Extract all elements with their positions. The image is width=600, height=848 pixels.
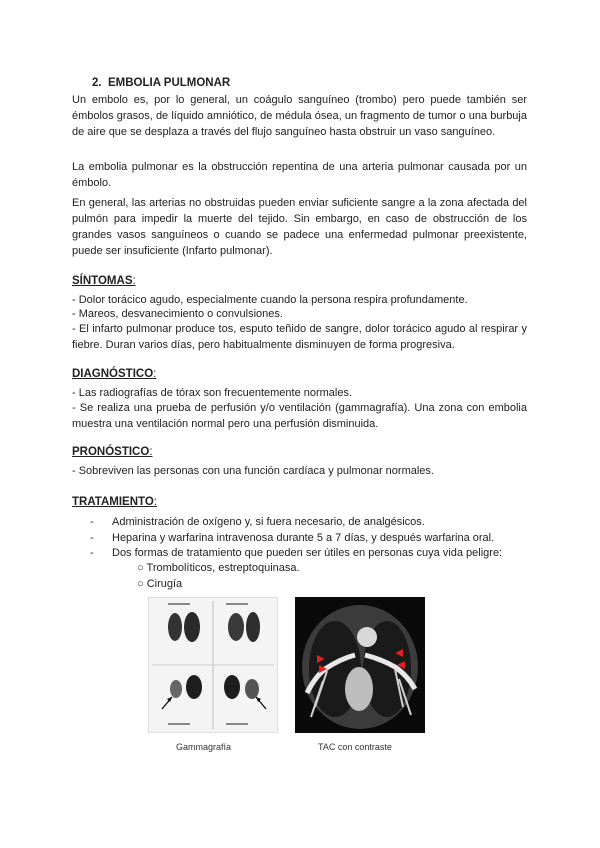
diagnostico-colon: : (153, 368, 157, 380)
tratamiento-subitem-1: ○ Trombolíticos, estreptoquinasa. (137, 562, 300, 574)
list-dash: - (90, 532, 94, 544)
sintomas-colon: : (132, 275, 136, 287)
intro-paragraph-1: Un embolo es, por lo general, un coágulo sanguíneo (trombo) pero puede también ser émbolos grasos, de líquido amniótico, de médula ósea, un fragmento de tumor o una burbuja de aire que se desplaza a través del flujo sanguíneo hasta obstruir un vaso sanguíneo. (72, 94, 527, 138)
sintomas-item-2: - Mareos, desvanecimiento o convulsiones. (72, 308, 283, 320)
tratamiento-item-1 (90, 514, 530, 530)
intro-paragraph-2: La embolia pulmonar es la obstrucción repentina de una arteria pulmonar causada por un émbolo. (72, 161, 527, 189)
intro-paragraph-3: En general, las arterias no obstruidas pueden enviar suficiente sangre a la zona afectada del pulmón para impedir la muerte del tejido. Sin embargo, en caso de obstrucción de los grandes vasos sanguíneos o cuando se padece una enfermedad pulmonar preexistente, puede ser insuficiente (Infarto pulmonar). (72, 197, 527, 257)
tratamiento-colon: : (153, 496, 157, 508)
diagnostico-heading (72, 368, 156, 380)
pronostico-item-1: - Sobreviven las personas con una función cardíaca y pulmonar normales. (72, 465, 434, 477)
diagnostico-item-2: - Se realiza una prueba de perfusión y/o ventilación (gammagrafía). Una zona con embolia muestra una ventilación normal pero una perfusión disminuida. (72, 402, 527, 430)
section-number: 2. (92, 77, 102, 89)
pronostico-title: PRONÓSTICO (72, 446, 150, 458)
section-heading (92, 77, 230, 89)
tac-image (295, 597, 425, 733)
tratamiento-item-2-text: Heparina y warfarina intravenosa durante 5 a 7 días, y después warfarina oral. (112, 532, 495, 544)
pronostico-colon: : (149, 446, 153, 458)
tratamiento-item-2 (90, 530, 530, 546)
tratamiento-item-1-text: Administración de oxígeno y, si fuera necesario, de analgésicos. (112, 516, 425, 528)
sintomas-item-1: - Dolor torácico agudo, especialmente cuando la persona respira profundamente. (72, 294, 468, 306)
sintomas-item-3: - El infarto pulmonar produce tos, esputo teñido de sangre, dolor torácico agudo al respirar y fiebre. Duran varios días, pero habitualmente disminuyen de forma progresiva. (72, 323, 527, 351)
list-dash: - (90, 516, 94, 528)
tac-caption: TAC con contraste (318, 742, 392, 752)
diagnostico-title: DIAGNÓSTICO (72, 368, 154, 380)
diagnostico-item-1: - Las radiografías de tórax son frecuentemente normales. (72, 387, 353, 399)
gammagrafia-caption: Gammagrafía (176, 742, 232, 752)
tratamiento-item-3 (90, 545, 530, 561)
list-dash: - (90, 547, 94, 559)
section-title: EMBOLIA PULMONAR (107, 77, 231, 89)
tratamiento-item-3-text: Dos formas de tratamiento que pueden ser útiles en personas cuya vida peligre: (112, 547, 503, 559)
gammagrafia-image (148, 597, 278, 733)
sintomas-heading (72, 275, 136, 287)
tratamiento-subitem-2: ○ Cirugía (137, 578, 183, 590)
sintomas-title: SÍNTOMAS (72, 275, 133, 287)
tratamiento-heading (72, 496, 157, 508)
tratamiento-title: TRATAMIENTO (72, 496, 154, 508)
pronostico-heading (72, 446, 153, 458)
